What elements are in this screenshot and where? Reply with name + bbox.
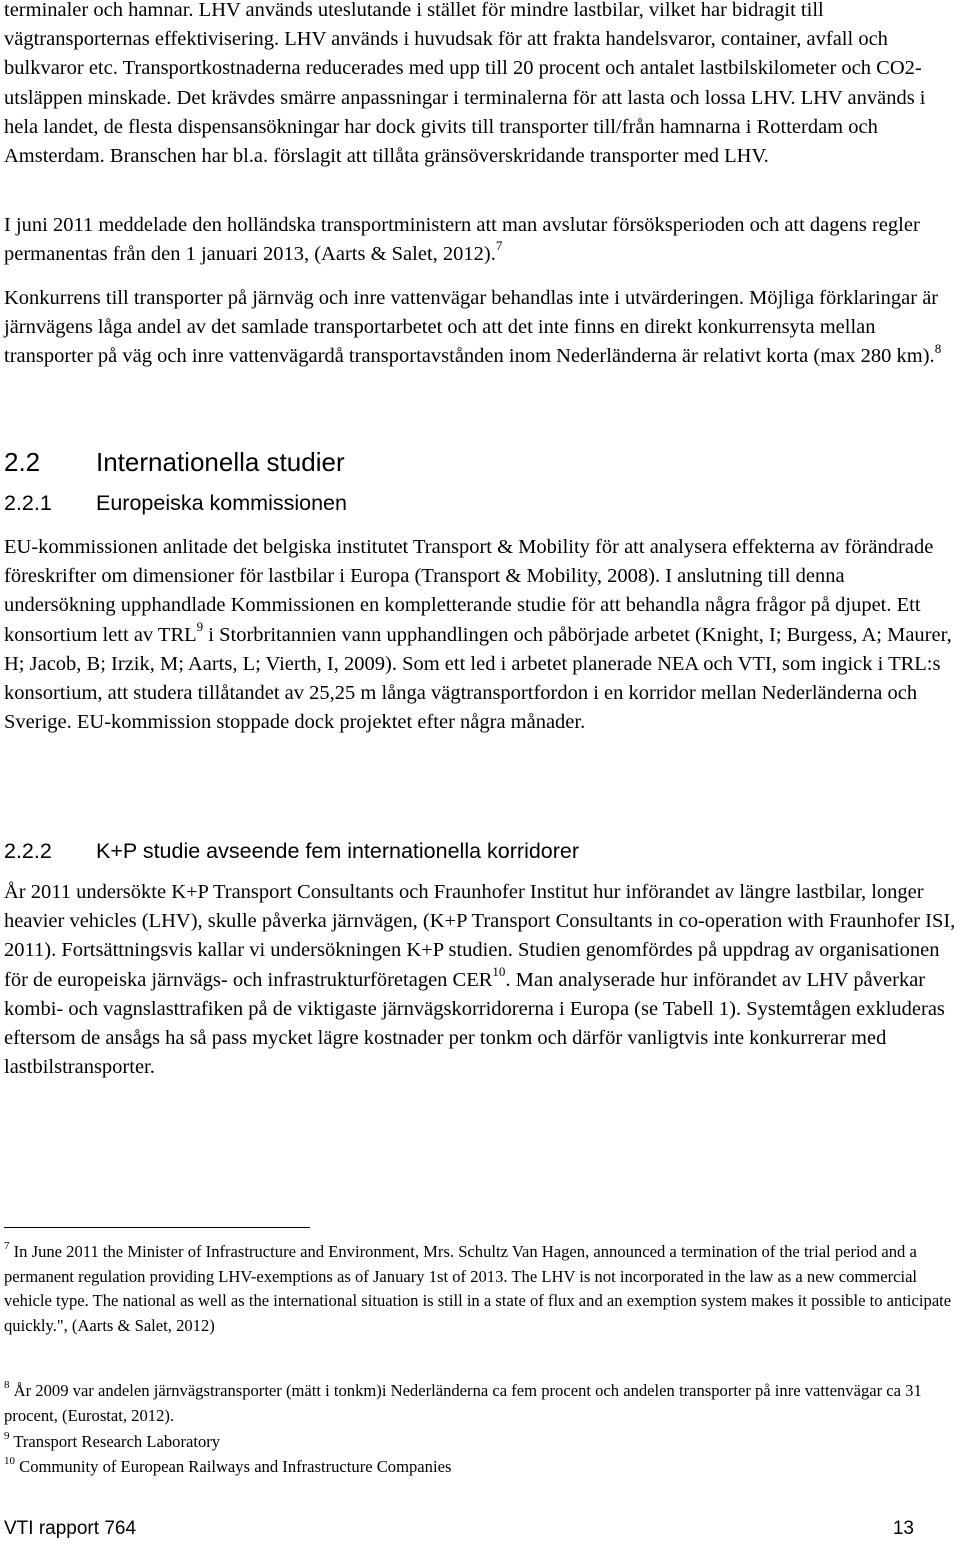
footnote-number: 10 xyxy=(4,1455,15,1468)
footnote-separator xyxy=(4,1227,310,1228)
paragraph-text: . Man analyserade hur införandet av LHV påverkar kombi- och vagnslasttrafiken på de viktigaste järnvägskorridorerna i Europa (se Tabell 1). Systemtågen exkluderas eftersom de ansågs ha så pass mycket lägre kostnader per tonkm och därför vanligtvis inte konkurrerar med lastbilstransporter. xyxy=(4,968,945,1079)
footnote-number: 7 xyxy=(4,1240,10,1253)
paragraph-competition xyxy=(4,284,956,372)
paragraph-lhv-netherlands xyxy=(4,0,956,171)
section-heading-2-2-2 xyxy=(4,839,579,864)
paragraph-text: terminaler och hamnar. LHV används uteslutande i stället för mindre lastbilar, vilket har bidragit till vägtransporternas effektivisering. LHV används i huvudsak för att frakta handelsvaror, container, avfall och bulkvaror etc. Transportkostnaderna reducerades med upp till 20 procent och antalet lastbilskilometer och CO2-utsläppen minskade. Det krävdes smärre anpassningar i terminalerna för att lasta och lossa LHV. LHV används i hela landet, de flesta dispensansökningar har dock givits till transporter till/från hamnarna i Rotterdam och Amsterdam. Branschen har bl.a. förslagit att tillåta gränsöverskridande transporter med LHV. xyxy=(4,0,926,168)
footer-report-name: VTI rapport 764 xyxy=(4,1518,137,1539)
footnote-number: 8 xyxy=(4,1379,10,1392)
paragraph-text: Konkurrens till transporter på järnväg och inre vattenvägar behandlas inte i utvärderingen. Möjliga förklaringar är järnvägens låga andel av det samlade transportarbetet och att det inte finns en direkt konkurrensyta mellan transporter på väg och inre vattenvägardå transportavstånden inom Nederländerna är relativt korta (max 280 km). xyxy=(4,287,939,368)
paragraph-text: År 2011 undersökte K+P Transport Consultants och Fraunhofer Institut hur införandet av längre lastbilar, longer heavier vehicles (LHV), skulle påverka järnvägen, (K+P Transport Consultants in co-operation with Fraunhofer ISI, 2011). Fortsättningsvis kallar vi undersökningen K+P studien. Studien genomfördes på uppdrag av organisationen för de europeiska järnvägs- och infrastrukturföretagen CER xyxy=(4,881,956,991)
footnote-text: In June 2011 the Minister of Infrastructure and Environment, Mrs. Schultz Van Hagen, announced a termination of the trial period and a permanent regulation providing LHV-exemptions as of January 1st of 2013. The LHV is not incorporated in the law as a new commercial vehicle type. The national as well as the international situation is still in a state of flux and an exemption system makes it possible to anticipate quickly.", (Aarts & Salet, 2012) xyxy=(4,1242,952,1335)
footnote-text: Community of European Railways and Infrastructure Companies xyxy=(15,1457,452,1476)
section-number: 2.2.1 xyxy=(4,491,52,515)
paragraph-kp-study xyxy=(4,878,956,1082)
footnote-8 xyxy=(4,1379,956,1428)
paragraph-eu-commission xyxy=(4,533,956,737)
section-title: K+P studie avseende fem internationella korridorer xyxy=(96,839,580,863)
section-title: Internationella studier xyxy=(96,447,345,477)
footnote-text: Transport Research Laboratory xyxy=(9,1432,221,1451)
section-number: 2.2 xyxy=(4,447,41,477)
section-heading-2-2-1 xyxy=(4,491,347,516)
footnote-9 xyxy=(4,1430,956,1455)
section-heading-2-2 xyxy=(4,447,345,478)
footnote-ref-7[interactable]: 7 xyxy=(495,238,503,254)
footnote-text: År 2009 var andelen järnvägstransporter (mätt i tonkm)i Nederländerna ca fem procent och andelen transporter på inre vattenvägar ca 31 procent, (Eurostat, 2012). xyxy=(4,1381,922,1425)
paragraph-text: I juni 2011 meddelade den holländska transportministern att man avslutar försöksperioden och att dagens regler permanentas från den 1 januari 2013, (Aarts & Salet, 2012). xyxy=(4,214,920,266)
footnote-ref-8[interactable]: 8 xyxy=(934,340,942,356)
footer-page-number: 13 xyxy=(892,1518,914,1539)
footnote-ref-9[interactable]: 9 xyxy=(196,618,204,634)
footnote-ref-10[interactable]: 10 xyxy=(492,963,506,979)
footnote-10 xyxy=(4,1455,956,1480)
paragraph-text: EU-kommissionen anlitade det belgiska institutet Transport & Mobility för att analysera effekterna av förändrade föreskrifter om dimensioner för lastbilar i Europa (Transport & Mobility, 2008). I anslutning till denna undersökning upphandlade Kommissionen en kompletterande studie för att behandla några frågor på djupet. Ett konsortium lett av TRL xyxy=(4,536,934,646)
paragraph-trial-period xyxy=(4,211,956,269)
footnote-number: 9 xyxy=(4,1430,10,1443)
footnote-7 xyxy=(4,1240,956,1338)
paragraph-text: i Storbritannien vann upphandlingen och påbörjade arbetet (Knight, I; Burgess, A; Maurer, H; Jacob, B; Irzik, M; Aarts, L; Vierth, I, 2009). Som ett led i arbetet planerade NEA och VTI, som ingick i TRL:s konsortium, att studera tillåtandet av 25,25 m långa vägtransportfordon i en korridor mellan Nederländerna och Sverige. EU-kommission stoppade dock projektet efter några månader. xyxy=(4,623,952,734)
section-number: 2.2.2 xyxy=(4,839,52,863)
section-title: Europeiska kommissionen xyxy=(96,491,347,515)
